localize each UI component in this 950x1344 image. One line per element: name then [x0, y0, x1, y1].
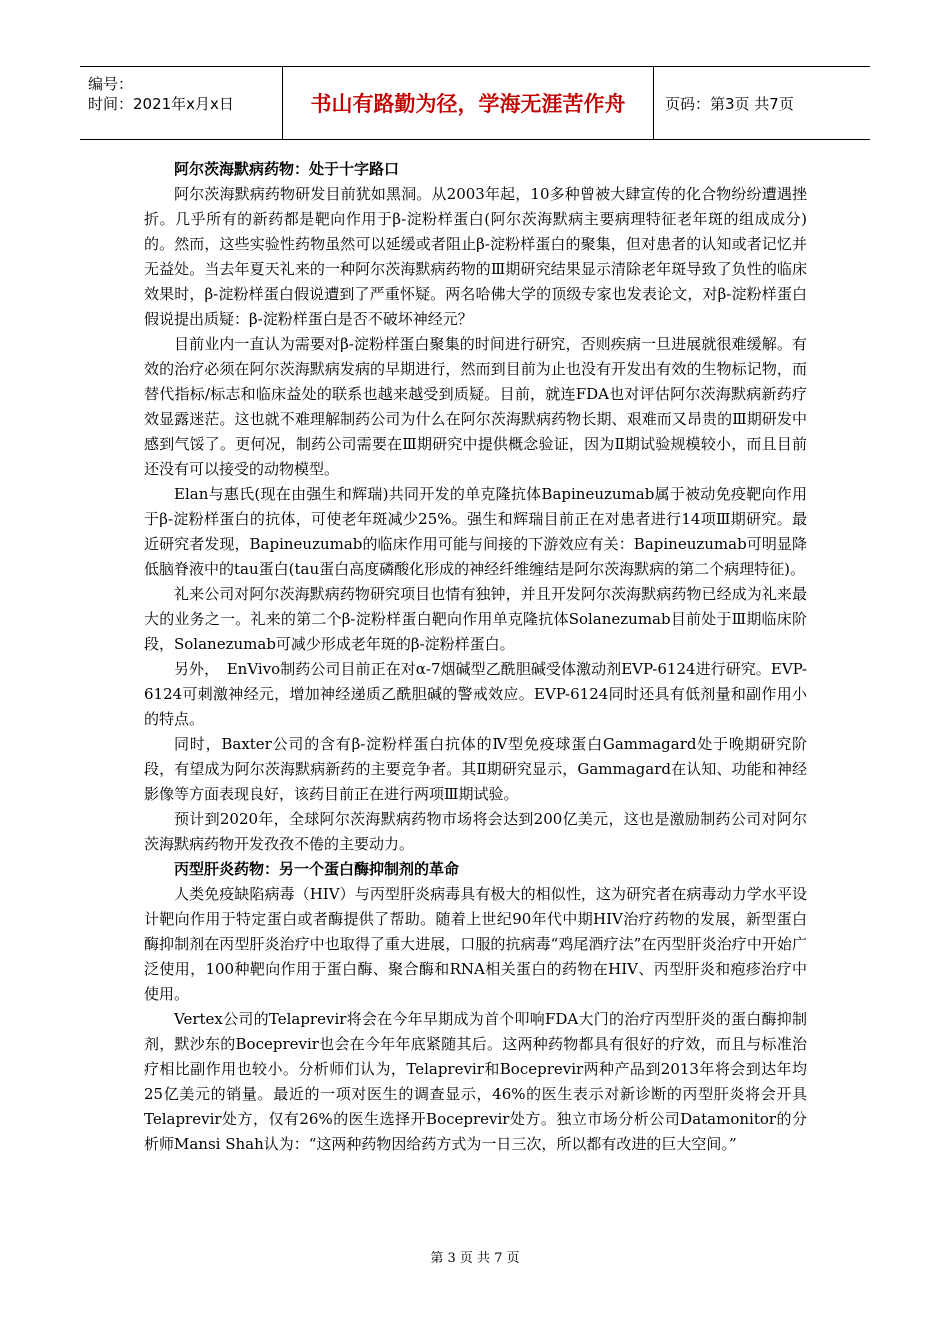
- paragraph: Vertex公司的Telaprevir将会在今年早期成为首个叩响FDA大门的治疗丙型肝炎的蛋白酶抑制剂，默沙东的Boceprevir也会在今年年底紧随其后。这两种药物都具有很好的疗效，而且与标准治疗相比副作用也较小。分析师们认为，Telaprevir和Boceprevir两种产品到2013年将会到达年均25亿美元的销量。最近的一项对医生的调查显示，46%的医生表示对新诊断的丙型肝炎将会开具Telaprevir处方，仅有26%的医生选择开Boceprevir处方。独立市场分析公司Datamonitor的分析师Mansi Shah认为：“这两种药物因给药方式为一日三次，所以都有改进的巨大空间。”: [144, 1010, 807, 1153]
- paragraph: 另外， EnVivo制药公司目前正在对α-7烟碱型乙酰胆碱受体激动剂EVP-6124进行研究。EVP-6124可刺激神经元，增加神经递质乙酰胆碱的警戒效应。EVP-6124同时还具有低剂量和副作用小的特点。: [144, 660, 807, 728]
- date-label: 时间：2021年x月x日: [88, 95, 234, 113]
- section-heading-alzheimers: 阿尔茨海默病药物：处于十字路口: [174, 160, 400, 178]
- header-page-label: 页码：第3页 共7页: [665, 94, 794, 113]
- page-footer: 第 3 页 共 7 页: [430, 1251, 520, 1266]
- section-heading-hepatitis-c: 丙型肝炎药物：另一个蛋白酶抑制剂的革命: [174, 860, 460, 878]
- paragraph: Elan与惠氏(现在由强生和辉瑞)共同开发的单克隆抗体Bapineuzumab属于被动免疫靶向作用于β-淀粉样蛋白的抗体，可使老年斑减少25%。强生和辉瑞目前正在对患者进行14项Ⅲ期研究。最近研究者发现，Bapineuzumab的临床作用可能与间接的下游效应有关：Bapineuzumab可明显降低脑脊液中的tau蛋白(tau蛋白高度磷酸化形成的神经纤维缠结是阿尔茨海默病的第二个病理特征)。: [144, 485, 807, 578]
- paragraph: 礼来公司对阿尔茨海默病药物研究项目也情有独钟，并且开发阿尔茨海默病药物已经成为礼来最大的业务之一。礼来的第二个β-淀粉样蛋白靶向作用单克隆抗体Solanezumab目前处于Ⅲ期临床阶段，Solanezumab可减少形成老年斑的β-淀粉样蛋白。: [144, 585, 807, 653]
- paragraph: 预计到2020年，全球阿尔茨海默病药物市场将会达到200亿美元，这也是激励制药公司对阿尔茨海默病药物开发孜孜不倦的主要动力。: [144, 810, 807, 853]
- page-header: [80, 66, 870, 140]
- code-label: 编号：: [88, 75, 134, 93]
- paragraph: 目前业内一直认为需要对β-淀粉样蛋白聚集的时间进行研究，否则疾病一旦进展就很难缓解。有效的治疗必须在阿尔茨海默病发病的早期进行，然而到目前为止也没有开发出有效的生物标记物，而替代指标/标志和临床益处的联系也越来越受到质疑。目前，就连FDA也对评估阿尔茨海默病新药疗效显露迷茫。这也就不难理解制药公司为什么在阿尔茨海默病药物长期、艰难而又昂贵的Ⅲ期研发中感到气馁了。更何况，制药公司需要在Ⅲ期研究中提供概念验证，因为Ⅱ期试验规模较小，而且目前还没有可以接受的动物模型。: [144, 335, 807, 478]
- paragraph: 人类免疫缺陷病毒（HIV）与丙型肝炎病毒具有极大的相似性，这为研究者在病毒动力学水平设计靶向作用于特定蛋白或者酶提供了帮助。随着上世纪90年代中期HIV治疗药物的发展，新型蛋白酶抑制剂在丙型肝炎治疗中也取得了重大进展，口服的抗病毒“鸡尾酒疗法”在丙型肝炎治疗中开始广泛使用，100种靶向作用于蛋白酶、聚合酶和RNA相关蛋白的药物在HIV、丙型肝炎和疱疹治疗中使用。: [144, 885, 807, 1003]
- paragraph: 阿尔茨海默病药物研发目前犹如黑洞。从2003年起，10多种曾被大肆宣传的化合物纷纷遭遇挫折。几乎所有的新药都是靶向作用于β-淀粉样蛋白(阿尔茨海默病主要病理特征老年斑的组成成分)的。然而，这些实验性药物虽然可以延缓或者阻止β-淀粉样蛋白的聚集，但对患者的认知或者记忆并无益处。当去年夏天礼来的一种阿尔茨海默病药物的Ⅲ期研究结果显示清除老年斑导致了负性的临床效果时，β-淀粉样蛋白假说遭到了严重怀疑。两名哈佛大学的顶级专家也发表论文，对β-淀粉样蛋白假说提出质疑：β-淀粉样蛋白是否不破坏神经元？: [144, 185, 807, 328]
- paragraph: 同时，Baxter公司的含有β-淀粉样蛋白抗体的Ⅳ型免疫球蛋白Gammagard处于晚期研究阶段，有望成为阿尔茨海默病新药的主要竞争者。其Ⅱ期研究显示，Gammagard在认知、功能和神经影像等方面表现良好，该药目前正在进行两项Ⅲ期试验。: [144, 735, 807, 803]
- document-body: [144, 157, 807, 1157]
- header-meta: [80, 67, 282, 139]
- header-motto: 书山有路勤为径，学海无涯苦作舟: [282, 67, 654, 139]
